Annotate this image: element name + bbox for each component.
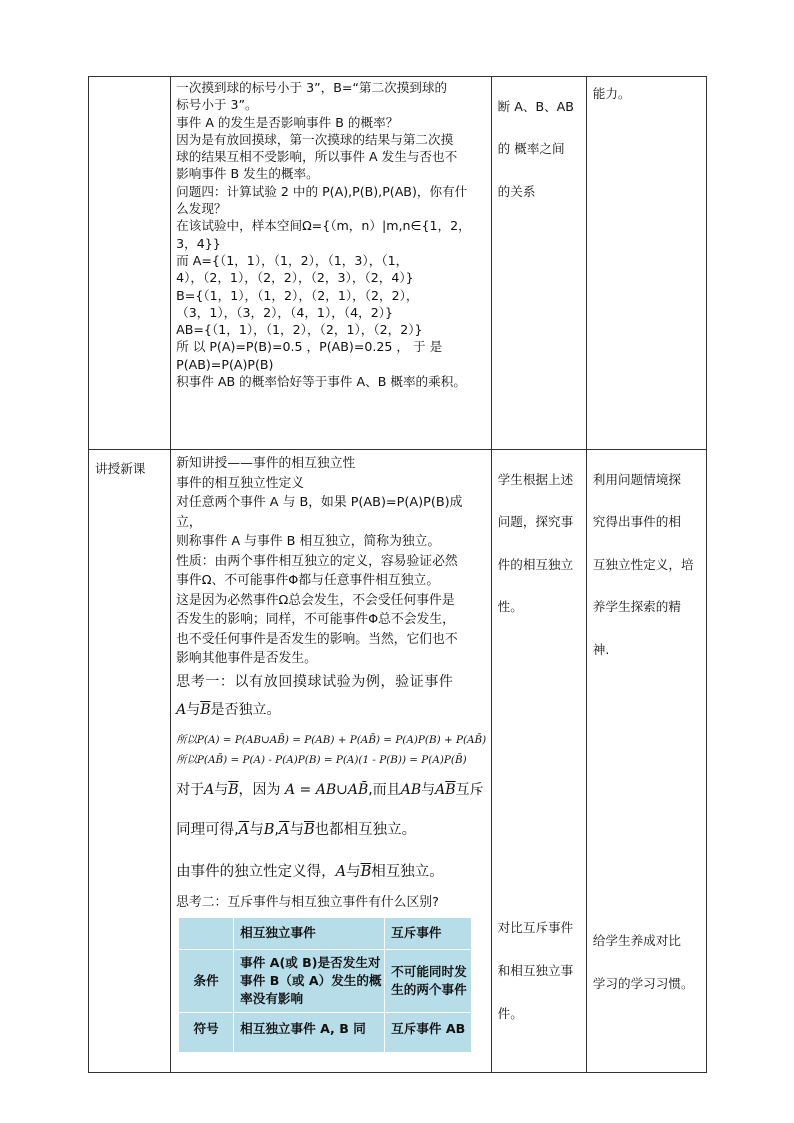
equation-two: 所以P(AB̄) = P(A) - P(A)P(B) = P(A)(1 - P(B)) = P(A)P(B̄) xyxy=(176,753,467,766)
text-line: 么发现？ xyxy=(176,201,227,217)
text-line: 而 A={（1，1），（1，2），（1，3），（1， xyxy=(176,252,409,268)
condition-independent: 事件 A(或 B)是否发生对事件 B（或 A）发生的概率没有影响 xyxy=(234,949,385,1012)
condition-label: 条件 xyxy=(179,949,234,1012)
text-line: 3，4}} xyxy=(176,235,221,251)
student-activity-line: 的 概率之间 xyxy=(497,141,565,157)
text-line: 积事件 AB 的概率恰好等于事件 A、B 概率的乘积。 xyxy=(176,374,466,390)
mutually-exclusive-line: 对于A与$\overline{B}$，因为 A = AB∪AB̄,而且AB与$A\overline{B}$互斥 xyxy=(176,781,484,798)
think-two-text: 思考二：互斥事件与相互独立事件有什么区别? xyxy=(176,894,439,910)
design-intent-line: 给学生养成对比 xyxy=(592,932,681,948)
text-line: 一次摸到球的标号小于 3”，B=“第二次摸到球的 xyxy=(176,80,448,95)
design-intent-cell xyxy=(586,77,706,450)
student-activity-line: 性。 xyxy=(497,599,523,615)
design-intent-line: 学习的学习习惯。 xyxy=(592,975,694,991)
text-line: B={（1，1），（1，2），（2，1），（2，2）， xyxy=(176,287,419,303)
student-activity-line: 断 A、B、AB xyxy=(497,98,574,114)
text-line: P(AB)=P(A)P(B) xyxy=(176,356,274,372)
line4-pre: 同理可得, xyxy=(176,821,239,838)
line3-mid2: ,而且 xyxy=(368,781,401,798)
independence-content xyxy=(171,450,491,911)
student-activity-line: 学生根据上述 xyxy=(497,471,574,487)
lesson-plan-table xyxy=(88,76,707,1073)
text-line: 影响其他事件是否发生。 xyxy=(176,651,317,666)
student-activity-explore xyxy=(492,450,586,622)
text-line: 这是因为必然事件Ω总会发生，不会受任何事件是 xyxy=(176,592,455,608)
stage-cell xyxy=(89,450,171,1073)
think-one-tail: A与$\overline{B}$是否独立。 xyxy=(176,701,281,718)
student-activity-cell-2 xyxy=(491,450,586,1073)
student-activity-line: 和相互独立事 xyxy=(497,962,574,978)
symbol-independent: 相互独立事件 A, B 同 xyxy=(234,1012,385,1052)
student-activity-line: 的关系 xyxy=(497,183,536,199)
design-intent-line: 究得出事件的相 xyxy=(592,514,681,530)
comparison-table xyxy=(178,917,472,1053)
symbol-label: 符号 xyxy=(179,1012,234,1052)
line5-pre: 由事件的独立性定义得， xyxy=(176,863,336,880)
content-cell-problem-four xyxy=(171,77,492,450)
line3-end: 互斥 xyxy=(455,781,484,798)
line3-eq: A = AB∪AB̄ xyxy=(285,781,369,798)
text-line: 标号小于 3”。 xyxy=(176,97,258,113)
text-line: 在该试验中，样本空间Ω={（m，n）|m,n∈{1，2， xyxy=(176,218,471,234)
text-line: 性质：由两个事件相互独立的定义，容易验证必然 xyxy=(176,553,458,569)
text-line: 事件Ω、不可能事件Φ都与任意事件相互独立。 xyxy=(176,573,440,588)
comparison-symbol-row xyxy=(179,1012,472,1052)
stage-cell-empty xyxy=(89,77,171,450)
text-line: 否发生的影响；同样，不可能事件Φ总不会发生， xyxy=(176,612,455,627)
text-line: 对任意两个事件 A 与 B，如果 P(AB)=P(A)P(B)成立， xyxy=(176,495,463,530)
design-intent-compare xyxy=(587,926,706,999)
line3-mid: ，因为 xyxy=(238,781,281,798)
text-line: 则称事件 A 与事件 B 相互独立，简称为独立。 xyxy=(176,534,441,549)
text-line: 新知讲授——事件的相互独立性 xyxy=(176,456,356,471)
line4-end: 也都相互独立。 xyxy=(314,821,417,838)
problem-four-text xyxy=(171,77,491,390)
conclusion-line: 由事件的独立性定义得，A与$\overline{B}$相互独立。 xyxy=(176,863,444,880)
student-activity-line: 件的相互独立 xyxy=(497,556,574,572)
student-activity-cell xyxy=(491,77,586,450)
think-one-tail-text: 是否独立。 xyxy=(210,701,281,718)
text-line: AB={（1，1），（1，2），（2，1），（2，2）} xyxy=(176,322,423,338)
student-activity-line: 对比互斥事件 xyxy=(497,920,574,936)
text-line: 事件的相互独立性定义 xyxy=(176,475,305,491)
student-activity-compare xyxy=(492,913,586,1028)
comparison-header-exclusive: 互斥事件 xyxy=(385,917,472,949)
text-line: 球的结果互相不受影响，所以事件 A 发生与否也不 xyxy=(176,149,458,165)
condition-exclusive: 不可能同时发生的两个事件 xyxy=(385,949,472,1012)
comparison-header-independent: 相互独立事件 xyxy=(234,917,385,949)
student-activity-text xyxy=(492,77,586,207)
design-intent-line: 养学生探索的精 xyxy=(592,599,681,615)
comparison-header-empty xyxy=(179,917,234,949)
design-intent-text: 能力。 xyxy=(592,86,631,101)
design-intent-line: 神. xyxy=(592,641,610,657)
symbol-exclusive: 互斥事件 AB xyxy=(385,1012,472,1052)
table-row-new-lesson xyxy=(89,450,707,1073)
text-line: 4），（2，1），（2，2），（2，3），（2，4）} xyxy=(176,270,414,286)
text-line: 因为是有放回摸球，第一次摸球的结果与第二次摸 xyxy=(176,131,454,147)
similarly-line: 同理可得$,\overline{A}$与$B,\overline{A}$与$\overline{B}$也都相互独立。 xyxy=(176,821,417,838)
table-row-problem-four xyxy=(89,77,707,450)
content-cell-independence xyxy=(171,450,492,1073)
line5-end: 相互独立。 xyxy=(371,863,444,880)
student-activity-line: 件。 xyxy=(497,1005,523,1021)
stage-label: 讲授新课 xyxy=(95,461,146,476)
text-line: （3，1），（3，2），（4，1），（4，2）} xyxy=(176,304,394,320)
equation-one: 所以P(A) = P(AB∪AB̄) = P(AB) + P(AB̄) = P(A)P(B) + P(AB̄) xyxy=(176,733,487,746)
design-intent-cell-2 xyxy=(586,450,706,1073)
text-line: 问题四：计算试验 2 中的 P(A),P(B),P(AB)，你有什 xyxy=(176,183,468,199)
comparison-condition-row xyxy=(179,949,472,1012)
student-activity-line: 问题，探究事 xyxy=(497,514,574,530)
text-line: 所 以 P(A)=P(B)=0.5 ，P(AB)=0.25 ， 于 是 xyxy=(176,339,443,355)
line3-pre: 对于 xyxy=(176,781,205,798)
think-one-text: 思考一：以有放回摸球试验为例，验证事件 xyxy=(176,673,454,690)
design-intent-line: 利用问题情境探 xyxy=(592,471,681,487)
text-line: 影响事件 B 发生的概率。 xyxy=(176,166,319,182)
text-line: 也不受任何事件是否发生的影响。当然，它们也不 xyxy=(176,631,458,647)
proof-equations xyxy=(176,730,487,770)
design-intent-explore xyxy=(587,450,706,665)
comparison-header-row xyxy=(179,917,472,949)
definition-text xyxy=(176,454,487,669)
design-intent-line: 互独立性定义，培 xyxy=(592,556,694,572)
text-line: 事件 A 的发生是否影响事件 B 的概率？ xyxy=(176,114,399,130)
